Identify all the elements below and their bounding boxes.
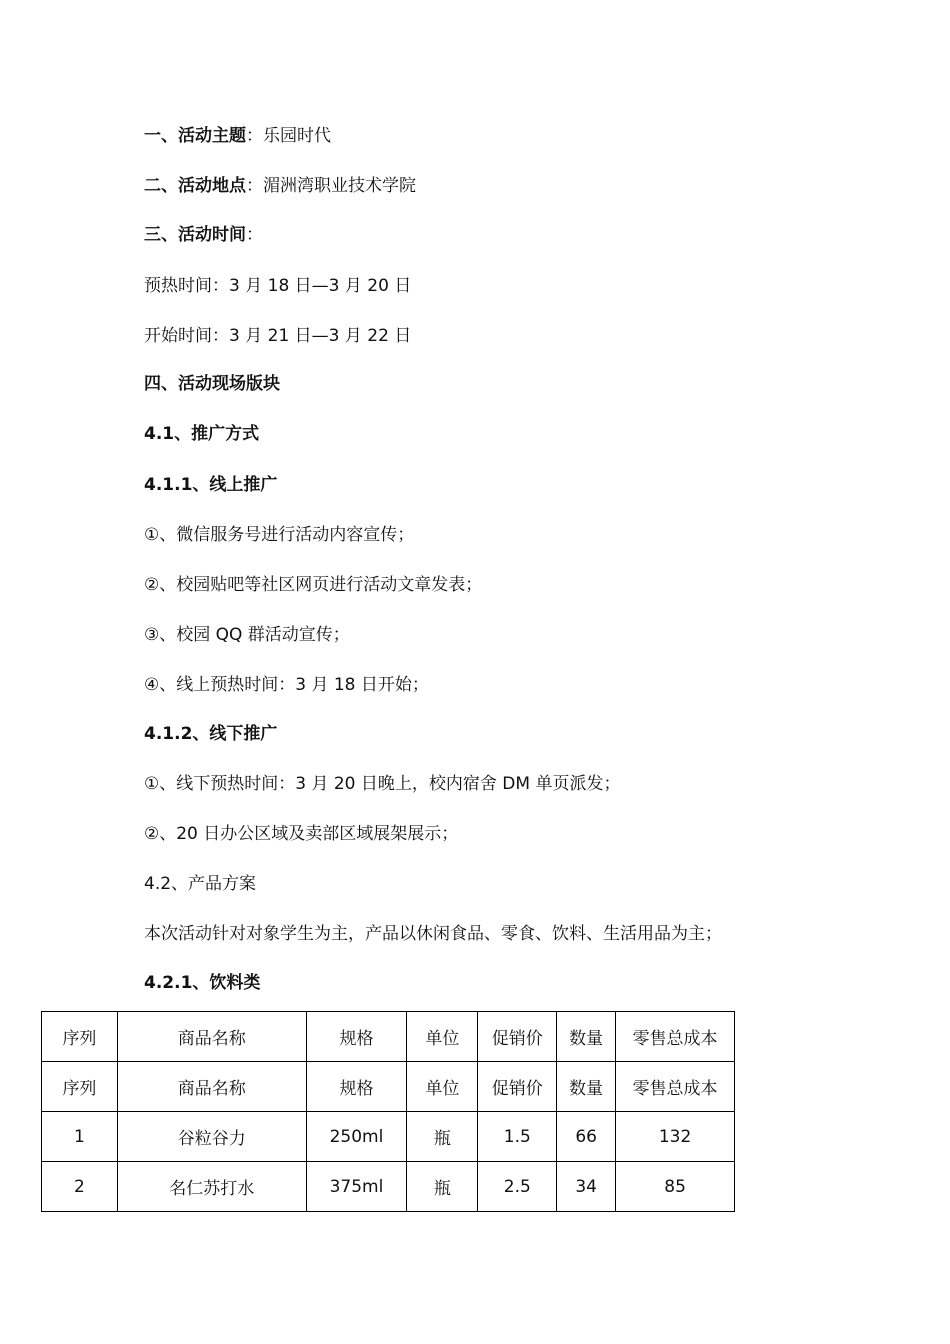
theme-value: ：乐园时代 [246, 126, 331, 146]
table-cell: 250ml [306, 1112, 407, 1162]
time-value: ： [246, 225, 263, 245]
product-section-title: 4.2、产品方案 [144, 874, 257, 894]
product-description: 本次活动针对对象学生为主，产品以休闲食品、零食、饮料、生活用品为主； [144, 924, 722, 944]
site-section-title: 四、活动现场版块 [144, 374, 280, 394]
header-cell: 规格 [306, 1012, 407, 1062]
header-cell: 促销价 [478, 1012, 557, 1062]
table-cell: 1.5 [478, 1112, 557, 1162]
table-row [42, 1112, 735, 1162]
header-cell: 序列 [42, 1012, 118, 1062]
table-row [42, 1062, 735, 1112]
table-cell: 促销价 [478, 1062, 557, 1112]
table-row [42, 1162, 735, 1212]
promo-section-title: 4.1、推广方式 [144, 424, 260, 444]
online-item: ③、校园 QQ 群活动宣传； [144, 625, 350, 645]
table-cell: 375ml [306, 1162, 407, 1212]
location-value: ：湄洲湾职业技术学院 [246, 176, 416, 196]
location-line [144, 174, 416, 198]
online-item: ①、微信服务号进行活动内容宣传； [144, 525, 415, 545]
table-cell: 1 [42, 1112, 118, 1162]
header-cell: 商品名称 [117, 1012, 306, 1062]
table-cell: 2 [42, 1162, 118, 1212]
offline-item: ②、20 日办公区域及卖部区域展架展示； [144, 824, 459, 844]
location-label: 二、活动地点 [144, 176, 246, 196]
theme-label: 一、活动主题 [144, 126, 246, 146]
table-cell: 34 [557, 1162, 616, 1212]
online-item: ④、线上预热时间：3 月 18 日开始； [144, 675, 429, 695]
start-time: 开始时间：3 月 21 日—3 月 22 日 [144, 326, 412, 346]
table-cell: 瓶 [407, 1112, 478, 1162]
table-cell: 66 [557, 1112, 616, 1162]
offline-promo-title: 4.1.2、线下推广 [144, 724, 278, 744]
theme-line [144, 124, 331, 148]
offline-item: ①、线下预热时间：3 月 20 日晚上，校内宿舍 DM 单页派发； [144, 774, 621, 794]
header-cell: 零售总成本 [616, 1012, 735, 1062]
table-cell: 数量 [557, 1062, 616, 1112]
table-cell: 商品名称 [117, 1062, 306, 1112]
drinks-table [41, 1011, 735, 1212]
online-item: ②、校园贴吧等社区网页进行活动文章发表； [144, 575, 483, 595]
table-cell: 瓶 [407, 1162, 478, 1212]
header-cell: 数量 [557, 1012, 616, 1062]
online-promo-title: 4.1.1、线上推广 [144, 475, 278, 495]
table-cell: 序列 [42, 1062, 118, 1112]
time-label: 三、活动时间 [144, 225, 246, 245]
header-cell: 单位 [407, 1012, 478, 1062]
table-cell: 132 [616, 1112, 735, 1162]
table-cell: 名仁苏打水 [117, 1162, 306, 1212]
time-line [144, 223, 263, 247]
table-cell: 零售总成本 [616, 1062, 735, 1112]
table-cell: 规格 [306, 1062, 407, 1112]
preheat-time: 预热时间：3 月 18 日—3 月 20 日 [144, 276, 412, 296]
table-cell: 2.5 [478, 1162, 557, 1212]
table-header-row [42, 1012, 735, 1062]
table-cell: 谷粒谷力 [117, 1112, 306, 1162]
table-cell: 85 [616, 1162, 735, 1212]
table-cell: 单位 [407, 1062, 478, 1112]
drinks-section-title: 4.2.1、饮料类 [144, 973, 261, 993]
